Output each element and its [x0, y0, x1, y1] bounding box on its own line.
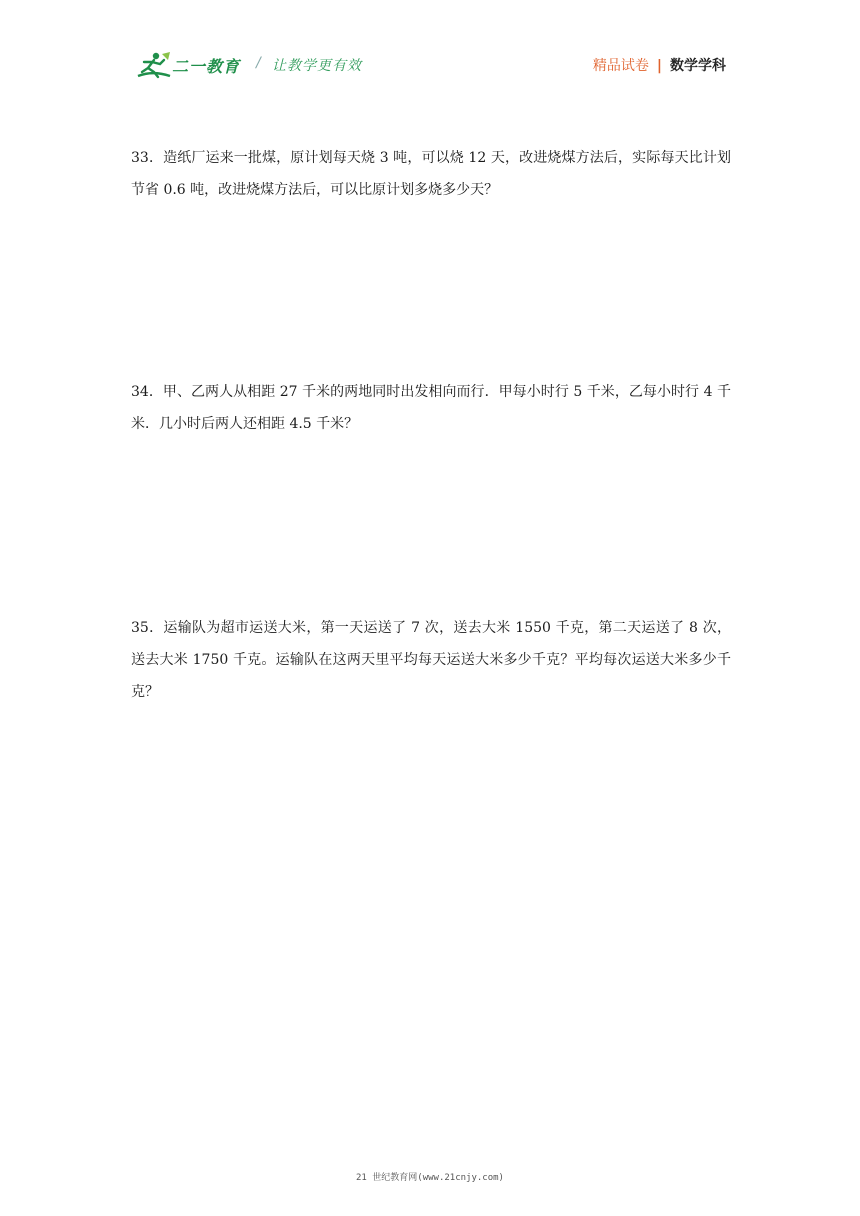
page-footer: 21 世纪教育网(www.21cnjy.com)	[356, 1173, 504, 1183]
question-34: 34．甲、乙两人从相距 27 千米的两地同时出发相向而行．甲每小时行 5 千米，乙每小时行 4 千米．几小时后两人还相距 4.5 千米？	[131, 384, 731, 432]
brand-slogan: 让教学更有效	[272, 58, 362, 74]
header-right	[593, 55, 726, 75]
question-35: 35．运输队为超市运送大米，第一天运送了 7 次，送去大米 1550 千克，第二天运送了 8 次，送去大米 1750 千克。运输队在这两天里平均每天运送大米多少千克？平均每次运送大米多少千克？	[131, 620, 731, 700]
slogan-separator: /	[256, 55, 261, 71]
subject-label: 数学学科	[670, 58, 726, 74]
brand-logo-text: 二一教育	[172, 57, 241, 76]
header-divider: |	[656, 58, 662, 74]
question-33: 33．造纸厂运来一批煤，原计划每天烧 3 吨，可以烧 12 天，改进烧煤方法后，实际每天比计划节省 0.6 吨，改进烧煤方法后，可以比原计划多烧多少天？	[131, 150, 731, 198]
premium-label: 精品试卷	[592, 58, 649, 74]
page-header	[0, 0, 860, 100]
